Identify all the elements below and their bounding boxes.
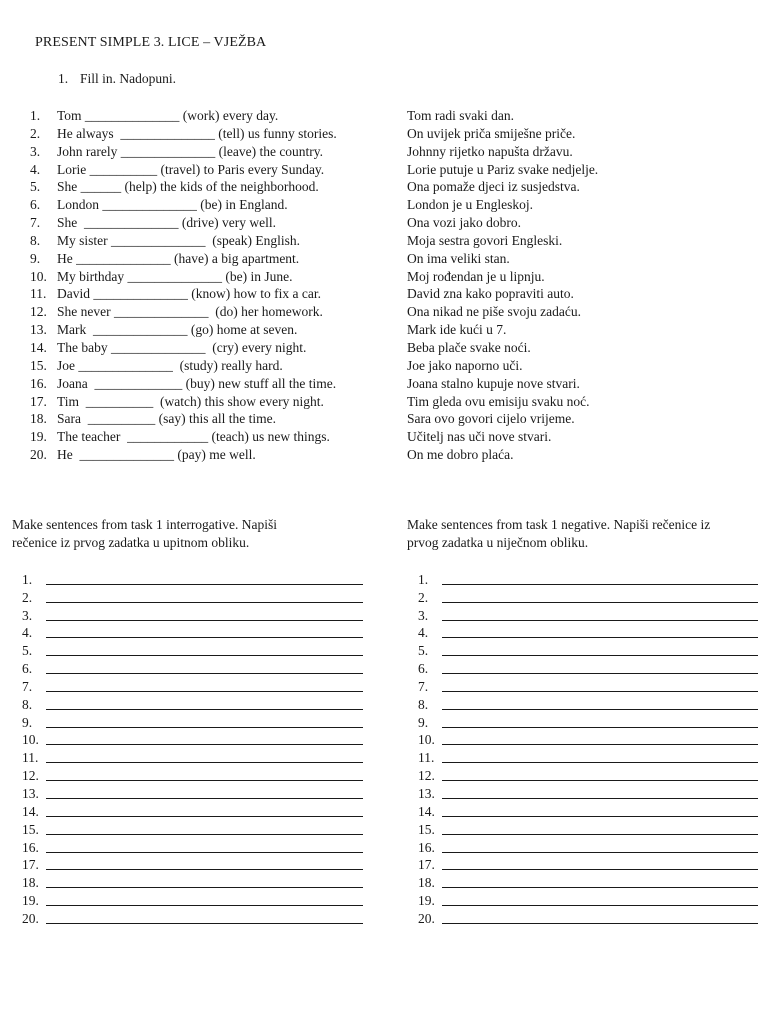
exercise-number: 12. xyxy=(30,304,47,320)
answer-number: 7. xyxy=(22,678,33,694)
task-3-instruction xyxy=(407,516,757,551)
translation-list xyxy=(407,107,598,464)
translation-item: David zna kako popraviti auto. xyxy=(407,286,574,302)
exercise-number: 18. xyxy=(30,411,47,427)
answer-blank-line xyxy=(46,620,363,621)
exercise-sentence: London ______________ (be) in England. xyxy=(57,197,288,213)
answer-number: 1. xyxy=(418,571,429,587)
exercise-sentence: He always ______________ (tell) us funny stories. xyxy=(57,125,337,141)
exercise-sentence: Tim __________ (watch) this show every night. xyxy=(57,393,324,409)
exercise-item xyxy=(30,446,337,464)
exercise-number: 2. xyxy=(30,125,41,141)
exercise-number: 6. xyxy=(30,197,41,213)
exercise-number: 15. xyxy=(30,357,47,373)
answer-blank-line xyxy=(46,744,363,745)
answer-number: 17. xyxy=(418,857,435,873)
answer-number: 18. xyxy=(418,875,435,891)
task-2-line-1: Make sentences from task 1 interrogative. Napiši xyxy=(12,517,278,532)
exercise-number: 4. xyxy=(30,161,41,177)
exercise-item xyxy=(30,321,337,339)
exercise-number: 19. xyxy=(30,429,47,445)
translation-item: Moja sestra govori Engleski. xyxy=(407,232,563,248)
answer-blank-line xyxy=(46,584,363,585)
exercise-sentence: Joana _____________ (buy) new stuff all the time. xyxy=(57,375,337,391)
exercise-sentence: John rarely ______________ (leave) the country. xyxy=(57,143,324,159)
answer-line xyxy=(22,820,363,838)
exercise-sentence: Joe ______________ (study) really hard. xyxy=(57,357,283,373)
answer-number: 11. xyxy=(22,750,39,766)
exercise-sentence: The teacher ____________ (teach) us new things. xyxy=(57,429,330,445)
answer-line xyxy=(22,891,363,909)
answer-blank-line xyxy=(442,744,758,745)
answer-blank-line xyxy=(442,852,758,853)
answer-blank-line xyxy=(442,673,758,674)
exercise-sentence: Tom ______________ (work) every day. xyxy=(57,108,279,123)
answer-line xyxy=(22,606,363,624)
answer-blank-line xyxy=(46,816,363,817)
exercise-number: 14. xyxy=(30,339,47,355)
answer-line xyxy=(22,766,363,784)
answer-blank-line xyxy=(442,637,758,638)
answer-blank-line xyxy=(46,887,363,888)
exercise-number: 8. xyxy=(30,232,41,248)
translation-item: London je u Engleskoj. xyxy=(407,197,533,213)
answer-blank-line xyxy=(46,923,363,924)
answer-line xyxy=(418,820,758,838)
exercise-item xyxy=(30,285,337,303)
answer-line xyxy=(418,766,758,784)
negative-answer-lines xyxy=(418,570,758,927)
answer-blank-line xyxy=(442,816,758,817)
answer-number: 5. xyxy=(418,643,429,659)
exercise-sentence: She never ______________ (do) her homework. xyxy=(57,304,323,320)
answer-blank-line xyxy=(442,905,758,906)
exercise-item xyxy=(30,339,337,357)
exercise-number: 3. xyxy=(30,143,41,159)
answer-number: 8. xyxy=(22,696,33,712)
task-2-instruction xyxy=(12,516,362,551)
translation-item: Lorie putuje u Pariz svake nedjelje. xyxy=(407,161,599,177)
exercise-sentence: My sister ______________ (speak) English. xyxy=(57,232,300,248)
answer-number: 12. xyxy=(418,768,435,784)
answer-number: 9. xyxy=(418,714,429,730)
answer-line xyxy=(418,784,758,802)
answer-number: 10. xyxy=(22,732,39,748)
answer-number: 15. xyxy=(418,821,435,837)
answer-number: 10. xyxy=(418,732,435,748)
answer-blank-line xyxy=(442,869,758,870)
exercise-sentence: He ______________ (pay) me well. xyxy=(57,447,256,463)
answer-number: 17. xyxy=(22,857,39,873)
answer-line xyxy=(418,713,758,731)
answer-number: 5. xyxy=(22,643,33,659)
translation-item: Joe jako naporno uči. xyxy=(407,357,523,373)
exercise-item xyxy=(30,107,337,125)
answer-number: 13. xyxy=(418,785,435,801)
answer-blank-line xyxy=(442,584,758,585)
translation-item: Tim gleda ovu emisiju svaku noć. xyxy=(407,393,590,409)
exercise-item xyxy=(30,303,337,321)
answer-number: 20. xyxy=(418,910,435,926)
exercise-sentence: Mark ______________ (go) home at seven. xyxy=(57,322,298,338)
answer-line xyxy=(22,873,363,891)
exercise-number: 13. xyxy=(30,322,47,338)
translation-item: Ona nikad ne piše svoju zadaću. xyxy=(407,304,581,320)
answer-line xyxy=(22,909,363,927)
translation-item: Učitelj nas uči nove stvari. xyxy=(407,429,552,445)
answer-line xyxy=(418,677,758,695)
exercise-number: 10. xyxy=(30,268,47,284)
answer-number: 12. xyxy=(22,768,39,784)
exercise-item xyxy=(30,410,337,428)
answer-line xyxy=(22,713,363,731)
exercise-item xyxy=(30,268,337,286)
answer-line xyxy=(418,802,758,820)
answer-blank-line xyxy=(442,620,758,621)
translation-item: Moj rođendan je u lipnju. xyxy=(407,268,545,284)
translation-item: Sara ovo govori cijelo vrijeme. xyxy=(407,411,575,427)
exercise-number: 20. xyxy=(30,447,47,463)
translation-item: Ona pomaže djeci iz susjedstva. xyxy=(407,179,580,195)
answer-blank-line xyxy=(442,798,758,799)
answer-number: 13. xyxy=(22,785,39,801)
task-1-text: Fill in. Nadopuni. xyxy=(80,71,177,86)
answer-blank-line xyxy=(46,869,363,870)
exercise-item xyxy=(30,357,337,375)
translation-item: Joana stalno kupuje nove stvari. xyxy=(407,375,580,391)
task-1-number: 1. xyxy=(58,71,69,86)
exercise-number: 5. xyxy=(30,179,41,195)
answer-number: 14. xyxy=(418,803,435,819)
answer-line xyxy=(418,570,758,588)
exercise-sentence: Sara __________ (say) this all the time. xyxy=(57,411,276,427)
answer-number: 19. xyxy=(418,893,435,909)
exercise-item xyxy=(30,125,337,143)
interrogative-answer-lines xyxy=(22,570,363,927)
answer-line xyxy=(22,624,363,642)
exercise-item xyxy=(30,250,337,268)
exercise-number: 11. xyxy=(30,286,47,302)
exercise-number: 17. xyxy=(30,393,47,409)
answer-number: 8. xyxy=(418,696,429,712)
answer-number: 3. xyxy=(418,607,429,623)
answer-number: 15. xyxy=(22,821,39,837)
exercise-number: 1. xyxy=(30,108,41,123)
answer-line xyxy=(22,695,363,713)
answer-number: 11. xyxy=(418,750,435,766)
task-2-line-2: rečenice iz prvog zadatka u upitnom obliku. xyxy=(12,534,250,550)
translation-item: Mark ide kući u 7. xyxy=(407,322,507,338)
answer-blank-line xyxy=(442,834,758,835)
task-3-line-1: Make sentences from task 1 negative. Napiši rečenice iz xyxy=(407,517,711,532)
task-1-instruction xyxy=(58,71,176,87)
translation-item: On uvijek priča smiješne priče. xyxy=(407,125,576,141)
exercise-sentence: The baby ______________ (cry) every night. xyxy=(57,339,307,355)
exercise-sentence: He ______________ (have) a big apartment. xyxy=(57,250,300,266)
answer-blank-line xyxy=(46,691,363,692)
answer-blank-line xyxy=(46,905,363,906)
answer-blank-line xyxy=(442,780,758,781)
answer-blank-line xyxy=(46,798,363,799)
answer-line xyxy=(418,588,758,606)
answer-blank-line xyxy=(442,727,758,728)
answer-blank-line xyxy=(442,887,758,888)
answer-line xyxy=(418,624,758,642)
answer-blank-line xyxy=(442,709,758,710)
answer-number: 2. xyxy=(22,589,33,605)
answer-blank-line xyxy=(46,762,363,763)
answer-line xyxy=(22,802,363,820)
answer-line xyxy=(418,873,758,891)
answer-line xyxy=(22,570,363,588)
exercise-sentence: She ______________ (drive) very well. xyxy=(57,215,276,231)
answer-blank-line xyxy=(442,602,758,603)
answer-line xyxy=(418,695,758,713)
exercise-item xyxy=(30,214,337,232)
exercise-number: 7. xyxy=(30,215,41,231)
answer-line xyxy=(418,606,758,624)
answer-line xyxy=(22,659,363,677)
exercise-list xyxy=(30,107,337,464)
answer-number: 4. xyxy=(22,625,33,641)
answer-line xyxy=(22,731,363,749)
answer-line xyxy=(22,838,363,856)
translation-item: Beba plače svake noći. xyxy=(407,339,531,355)
answer-blank-line xyxy=(442,762,758,763)
answer-line xyxy=(418,659,758,677)
answer-blank-line xyxy=(46,655,363,656)
exercise-item xyxy=(30,393,337,411)
answer-blank-line xyxy=(46,727,363,728)
answer-number: 7. xyxy=(418,678,429,694)
answer-number: 16. xyxy=(418,839,435,855)
answer-number: 1. xyxy=(22,571,33,587)
answer-blank-line xyxy=(46,852,363,853)
translation-item: Tom radi svaki dan. xyxy=(407,108,515,123)
answer-number: 16. xyxy=(22,839,39,855)
translation-item: On ima veliki stan. xyxy=(407,250,510,266)
exercise-number: 16. xyxy=(30,375,47,391)
answer-line xyxy=(22,588,363,606)
answer-blank-line xyxy=(46,602,363,603)
answer-line xyxy=(22,784,363,802)
answer-line xyxy=(418,909,758,927)
exercise-sentence: David ______________ (know) how to fix a car. xyxy=(57,286,321,302)
answer-number: 14. xyxy=(22,803,39,819)
answer-line xyxy=(22,856,363,874)
answer-number: 19. xyxy=(22,893,39,909)
exercise-sentence: My birthday ______________ (be) in June. xyxy=(57,268,293,284)
exercise-item xyxy=(30,143,337,161)
answer-number: 6. xyxy=(22,661,33,677)
exercise-item xyxy=(30,178,337,196)
answer-line xyxy=(418,641,758,659)
translation-item: On me dobro plaća. xyxy=(407,447,514,463)
answer-line xyxy=(22,641,363,659)
answer-line xyxy=(22,677,363,695)
answer-number: 9. xyxy=(22,714,33,730)
answer-blank-line xyxy=(46,673,363,674)
answer-number: 20. xyxy=(22,910,39,926)
answer-line xyxy=(418,856,758,874)
answer-blank-line xyxy=(442,923,758,924)
answer-blank-line xyxy=(46,637,363,638)
answer-line xyxy=(22,748,363,766)
exercise-number: 9. xyxy=(30,250,41,266)
exercise-item xyxy=(30,232,337,250)
answer-line xyxy=(418,838,758,856)
exercise-item xyxy=(30,375,337,393)
answer-number: 18. xyxy=(22,875,39,891)
exercise-item xyxy=(30,196,337,214)
answer-blank-line xyxy=(46,780,363,781)
page-title: PRESENT SIMPLE 3. LICE – VJEŽBA xyxy=(35,35,267,50)
answer-number: 6. xyxy=(418,661,429,677)
answer-line xyxy=(418,748,758,766)
translation-item: Johnny rijetko napušta državu. xyxy=(407,143,573,159)
exercise-sentence: Lorie __________ (travel) to Paris every Sunday. xyxy=(57,161,325,177)
answer-blank-line xyxy=(442,691,758,692)
task-3-line-2: prvog zadatka u niječnom obliku. xyxy=(407,534,589,550)
answer-number: 4. xyxy=(418,625,429,641)
exercise-item xyxy=(30,428,337,446)
answer-number: 3. xyxy=(22,607,33,623)
answer-number: 2. xyxy=(418,589,429,605)
answer-blank-line xyxy=(46,834,363,835)
exercise-item xyxy=(30,161,337,179)
exercise-sentence: She ______ (help) the kids of the neighborhood. xyxy=(57,179,319,195)
answer-line xyxy=(418,891,758,909)
translation-item: Ona vozi jako dobro. xyxy=(407,215,521,231)
answer-blank-line xyxy=(46,709,363,710)
answer-blank-line xyxy=(442,655,758,656)
answer-line xyxy=(418,731,758,749)
